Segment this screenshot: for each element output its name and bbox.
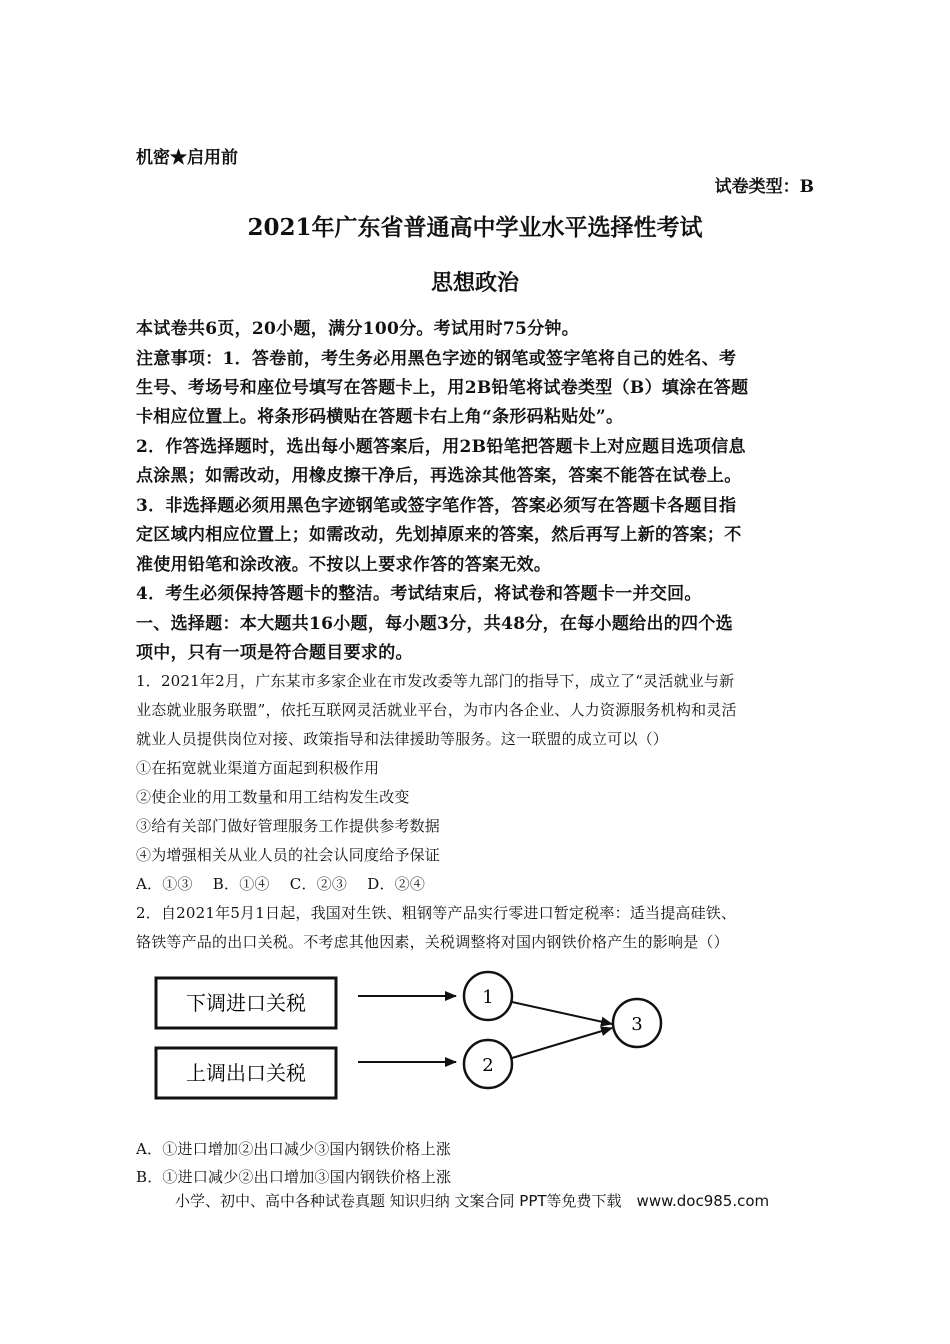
node-2-label: 2 [482,1055,494,1076]
node-1-label: 1 [482,987,494,1008]
tariff-flow-diagram [140,960,680,1120]
arrow-node2-to-node3 [512,1028,612,1058]
question-2-stem: 铬铁等产品的出口关税。不考虑其他因素，关税调整将对国内钢铁价格产生的影响是（） [136,933,729,951]
box-lower-import-tariff-label: 下调进口关税 [186,991,306,1015]
question-1-item: ①在拓宽就业渠道方面起到积极作用 [136,759,380,777]
question-2-option-b: B．①进口减少②出口增加③国内钢铁价格上涨 [136,1168,452,1186]
instruction-line: 2．作答选择题时，选出每小题答案后，用2B铅笔把答题卡上对应题目选项信息 [136,437,746,457]
instruction-line: 4．考生必须保持答题卡的整洁。考试结束后，将试卷和答题卡一并交回。 [136,584,702,604]
question-1-options: A．①③ B．①④ C．②③ D．②④ [136,875,426,893]
instruction-line: 卡相应位置上。将条形码横贴在答题卡右上角“条形码粘贴处”。 [136,407,624,427]
instruction-line: 本试卷共6页，20小题，满分100分。考试用时75分钟。 [136,319,580,339]
instruction-line: 定区域内相应位置上；如需改动，先划掉原来的答案，然后再写上新的答案；不 [136,525,742,545]
question-2-option-a: A．①进口增加②出口减少③国内钢铁价格上涨 [136,1140,452,1158]
arrow-node1-to-node3 [512,1002,612,1024]
question-1-item: ③给有关部门做好管理服务工作提供参考数据 [136,817,441,835]
section-heading-line: 项中，只有一项是符合题目要求的。 [136,643,413,663]
question-1-item: ④为增强相关从业人员的社会认同度给予保证 [136,846,441,864]
question-1-stem: 就业人员提供岗位对接、政策指导和法律援助等服务。这一联盟的成立可以（） [136,730,669,748]
question-1-item: ②使企业的用工数量和用工结构发生改变 [136,788,410,806]
instruction-line: 3．非选择题必须用黑色字迹钢笔或签字笔作答，答案必须写在答题卡各题目指 [136,496,737,516]
node-3-label: 3 [631,1014,643,1035]
instruction-line: 点涂黑；如需改动，用橡皮擦干净后，再选涂其他答案，答案不能答在试卷上。 [136,466,742,486]
instruction-line: 准使用铅笔和涂改液。不按以上要求作答的答案无效。 [136,555,552,575]
footer-watermark: 小学、初中、高中各种试卷真题 知识归纳 文案合同 PPT等免费下载 www.doc985.com [175,1192,770,1210]
question-2-stem: 2．自2021年5月1日起，我国对生铁、粗钢等产品实行零进口暂定税率：适当提高硅铁、 [136,904,737,922]
exam-subject: 思想政治 [430,270,519,296]
question-1-stem: 业态就业服务联盟”，依托互联网灵活就业平台，为市内各企业、人力资源服务机构和灵活 [136,701,737,719]
paper-type-label: 试卷类型：B [714,177,814,197]
instruction-line: 注意事项：1．答卷前，考生务必用黑色字迹的钢笔或签字笔将自己的姓名、考 [136,349,737,369]
confidential-label: 机密★启用前 [136,148,238,168]
section-heading-line: 一、选择题：本大题共16小题，每小题3分，共48分，在每小题给出的四个选 [136,614,733,634]
instruction-line: 生号、考场号和座位号填写在答题卡上，用2B铅笔将试卷类型（B）填涂在答题 [136,378,749,398]
question-1-stem: 1．2021年2月，广东某市多家企业在市发改委等九部门的指导下，成立了“灵活就业与新 [136,672,735,690]
exam-title: 2021年广东省普通高中学业水平选择性考试 [247,214,703,241]
box-raise-export-tariff-label: 上调出口关税 [186,1061,306,1085]
